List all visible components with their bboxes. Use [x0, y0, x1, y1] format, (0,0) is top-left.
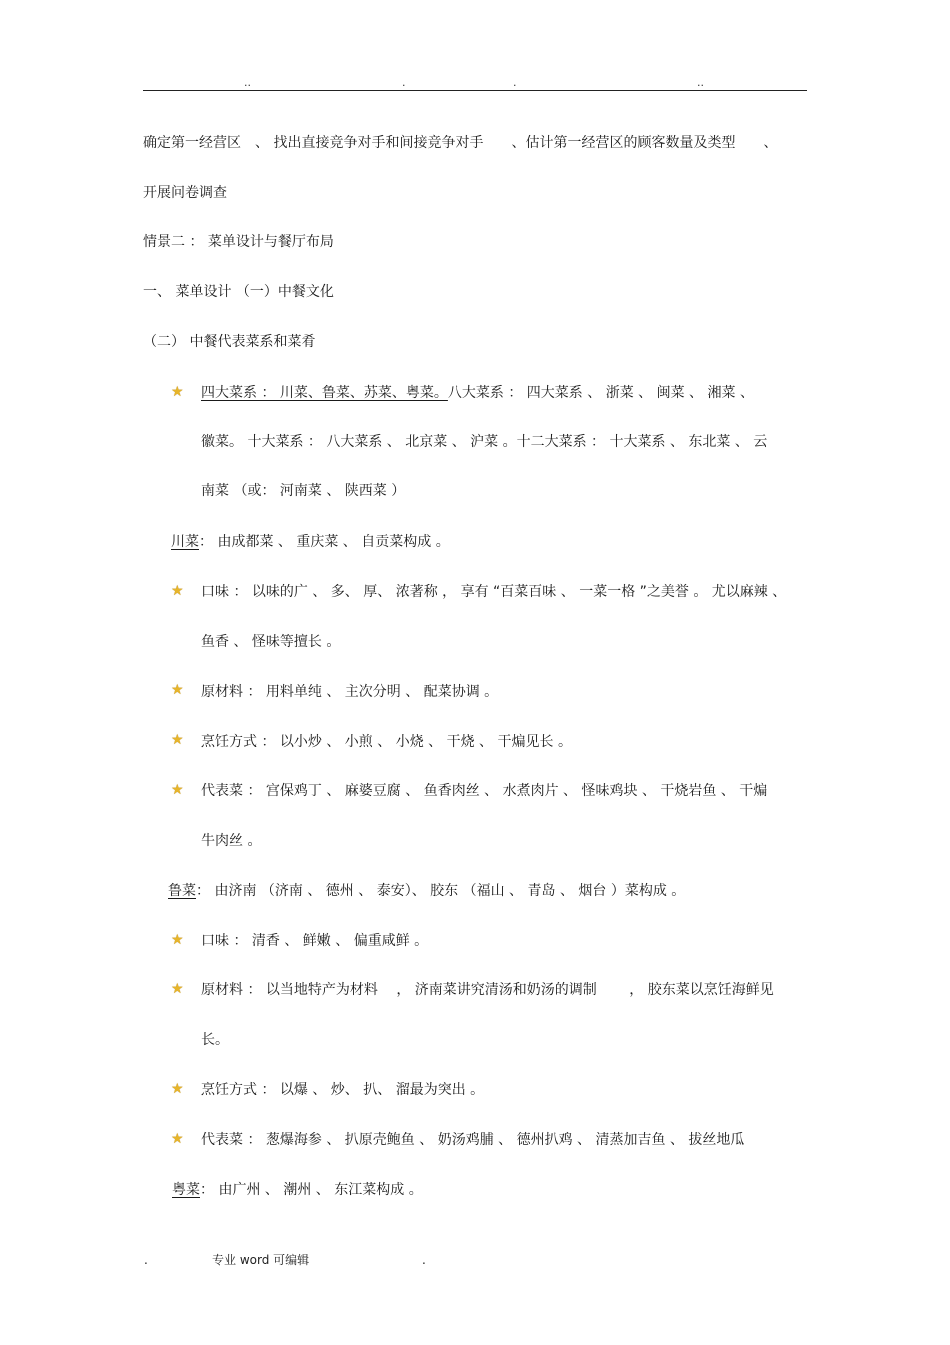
list-item	[201, 384, 754, 402]
list-item-continued: 鱼香 、 怪味等擅长 。	[201, 634, 341, 650]
star-icon: ★	[171, 1131, 184, 1147]
header-rule	[143, 90, 807, 91]
list-item-continued: 徽菜。 十大菜系 ： 八大菜系 、 北京菜 、 沪菜 。十二大菜系 ： 十大菜系 、 东北菜 、 云	[201, 434, 768, 450]
cuisine-heading	[168, 882, 685, 900]
footer-text: 专业 word 可编辑	[212, 1253, 310, 1267]
paragraph: 确定第一经营区 、 找出直接竞争对手和间接竞争对手 、估计第一经营区的顾客数量及类型 、	[143, 135, 778, 151]
footer-dot-left: .	[144, 1253, 148, 1267]
list-item-continued: 牛肉丝 。	[201, 833, 262, 849]
star-icon: ★	[171, 932, 184, 948]
section-heading: 一、 菜单设计 （一）中餐文化	[143, 284, 334, 300]
cuisine-heading	[171, 533, 450, 551]
header-dots-3: .	[513, 76, 517, 89]
cuisine-label: 粤菜	[172, 1182, 200, 1198]
list-item: 代表菜 ： 葱爆海参 、 扒原壳鲍鱼 、 奶汤鸡脯 、 德州扒鸡 、 清蒸加吉鱼 、 拔丝地瓜	[201, 1132, 745, 1148]
cuisine-desc: ： 由广州 、 潮州 、 东江菜构成 。	[200, 1182, 423, 1198]
paragraph: 开展问卷调查	[143, 185, 227, 201]
section-heading: （二） 中餐代表菜系和菜肴	[143, 334, 316, 350]
star-icon: ★	[171, 384, 184, 400]
list-item: 烹饪方式 ： 以小炒 、 小煎 、 小烧 、 干烧 、 干煸见长 。	[201, 734, 572, 750]
list-item-continued: 长。	[201, 1032, 229, 1048]
star-icon: ★	[171, 1081, 184, 1097]
list-item: 代表菜 ： 宫保鸡丁 、 麻婆豆腐 、 鱼香肉丝 、 水煮肉片 、 怪味鸡块 、 干烧岩鱼 、 干煸	[201, 783, 768, 799]
list-item: 原材料 ： 用料单纯 、 主次分明 、 配菜协调 。	[201, 684, 499, 700]
list-item: 烹饪方式 ： 以爆 、 炒、 扒、 溜最为突出 。	[201, 1082, 485, 1098]
header-dots-1: ..	[244, 76, 251, 89]
cuisine-desc: ： 由成都菜 、 重庆菜 、 自贡菜构成 。	[199, 534, 450, 550]
list-item: 口味 ： 以味的广 、 多、 厚、 浓著称 ， 享有 “百菜百味 、 一菜一格 ”之美誉 。 尤以麻辣 、	[201, 584, 787, 600]
list-item: 口味 ： 清香 、 鲜嫩 、 偏重咸鲜 。	[201, 933, 429, 949]
list-item-text: 八大菜系 ： 四大菜系 、 浙菜 、 闽菜 、 湘菜 、	[447, 385, 754, 401]
star-icon: ★	[171, 682, 184, 698]
cuisine-desc: ： 由济南 （济南 、 德州 、 泰安）、 胶东 （福山 、 青岛 、 烟台 ）菜构成 。	[196, 883, 686, 899]
star-icon: ★	[171, 981, 184, 997]
list-item-continued: 南菜 （或： 河南菜 、 陕西菜 ）	[201, 483, 406, 499]
cuisine-label: 鲁菜	[168, 883, 196, 899]
star-icon: ★	[171, 732, 184, 748]
footer-dot-right: .	[422, 1253, 426, 1267]
star-icon: ★	[171, 583, 184, 599]
cuisine-heading	[172, 1181, 423, 1199]
underlined-text: 四大菜系 ： 川菜、鲁菜、苏菜、粤菜。	[201, 385, 448, 401]
header-dots-4: ..	[697, 76, 704, 89]
list-item: 原材料 ： 以当地特产为材料 ， 济南菜讲究清汤和奶汤的调制 ， 胶东菜以烹饪海鲜见	[201, 982, 774, 998]
scene-title: 情景二 ： 菜单设计与餐厅布局	[143, 234, 334, 250]
cuisine-label: 川菜	[171, 534, 199, 550]
star-icon: ★	[171, 782, 184, 798]
header-dots-2: .	[402, 76, 406, 89]
